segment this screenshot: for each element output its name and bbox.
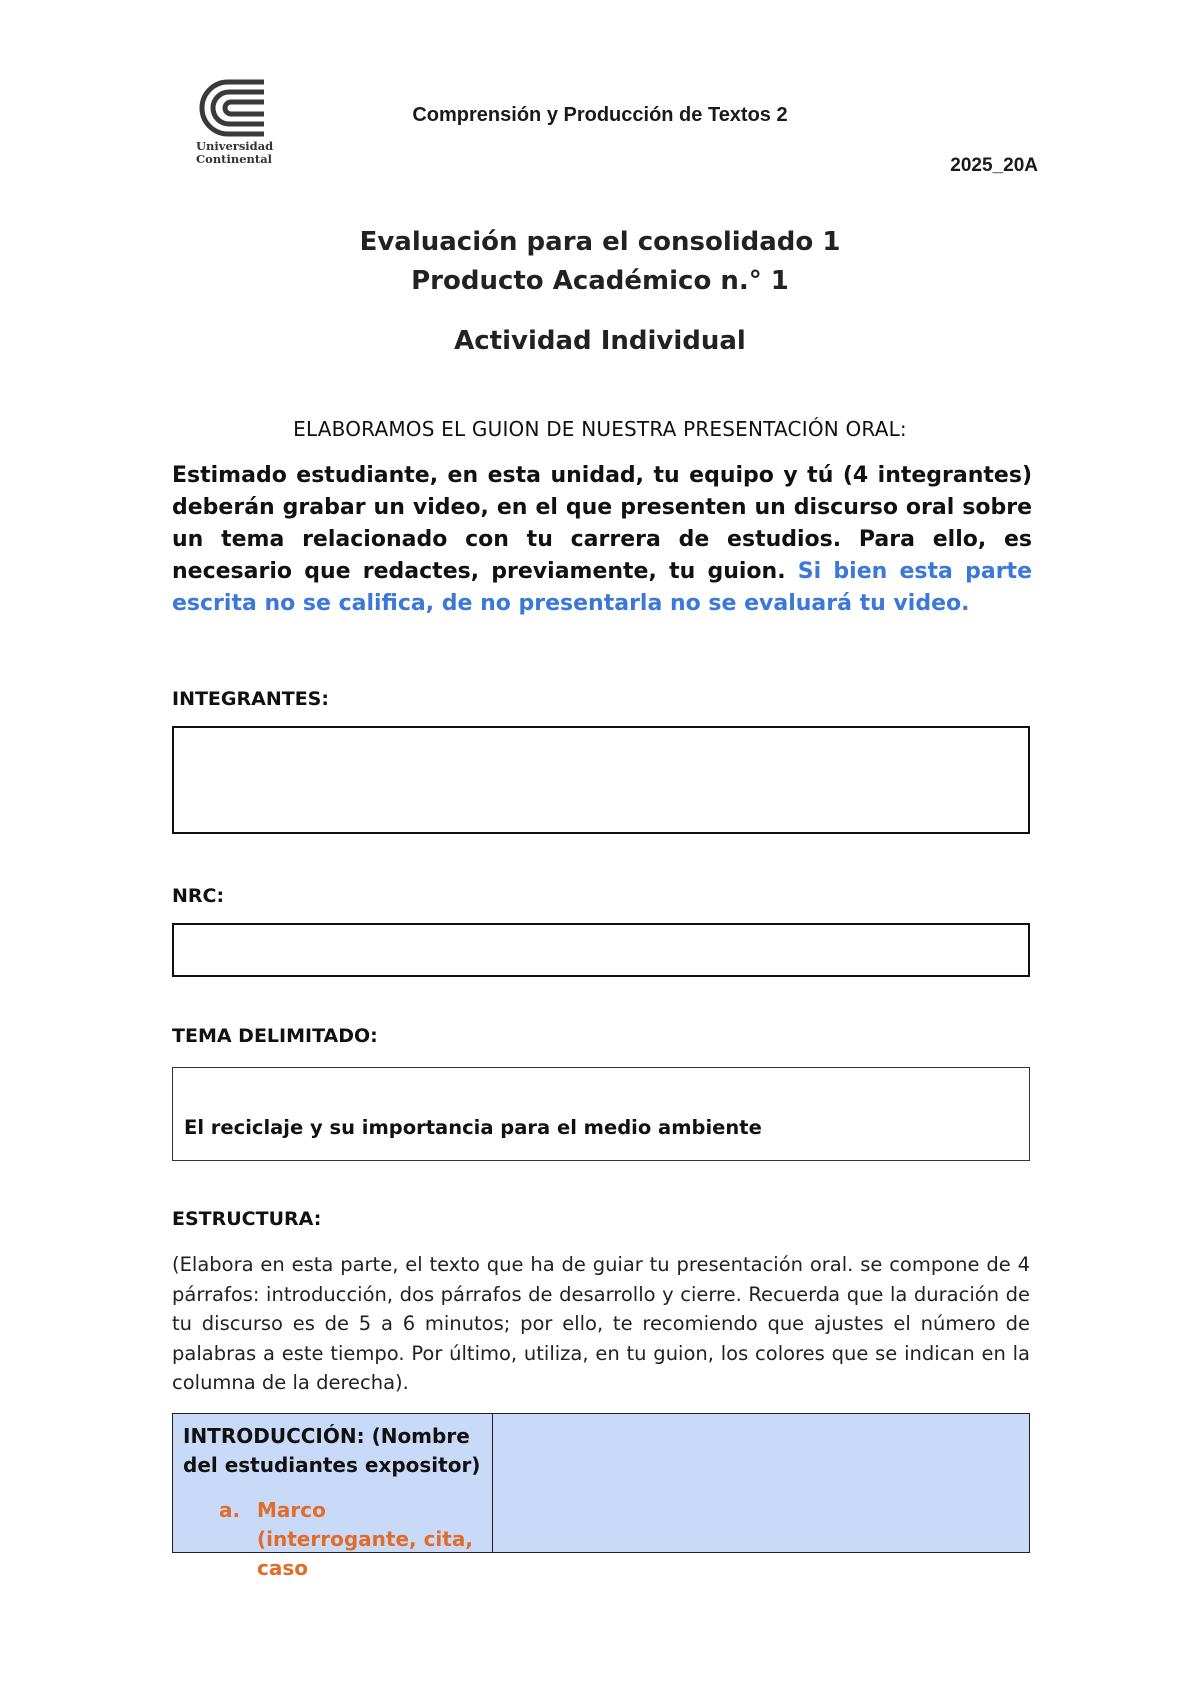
university-logo bbox=[194, 78, 284, 178]
section-subtitle: ELABORAMOS EL GUION DE NUESTRA PRESENTACIÓN ORAL: bbox=[293, 417, 907, 441]
list-marker: a. bbox=[219, 1498, 241, 1522]
structure-table bbox=[172, 1413, 1030, 1580]
table-row-label-cell bbox=[173, 1414, 493, 1580]
list-item bbox=[183, 1496, 482, 1583]
list-item-text: Marco (interrogante, cita, caso bbox=[257, 1498, 473, 1580]
evaluation-title: Evaluación para el consolidado 1 bbox=[359, 227, 841, 257]
intro-highlight: Si bien esta parte escrita no se califica, de no presentarla no se evaluará tu video. bbox=[172, 559, 1032, 616]
product-title: Producto Académico n.° 1 bbox=[411, 266, 789, 296]
intro-paragraph bbox=[172, 460, 1032, 620]
integrantes-field[interactable] bbox=[172, 726, 1030, 834]
tema-field[interactable] bbox=[172, 1067, 1030, 1161]
introduccion-heading: INTRODUCCIÓN: (Nombre del estudiantes expositor) bbox=[183, 1424, 481, 1477]
nrc-field[interactable] bbox=[172, 923, 1030, 977]
estructura-label: ESTRUCTURA: bbox=[172, 1208, 322, 1230]
course-title: Comprensión y Producción de Textos 2 bbox=[412, 104, 788, 126]
intro-text: Estimado estudiante, en esta unidad, tu equipo y tú (4 integrantes) deberán grabar un video, en el que presenten un discurso oral sobre un tema relacionado con tu carrera de estudios. Para ello, es necesario que redactes, previamente, tu guion. bbox=[172, 463, 1032, 584]
estructura-instructions: (Elabora en esta parte, el texto que ha de guiar tu presentación oral. se compone de 4 párrafos: introducción, dos párrafos de desarrollo y cierre. Recuerda que la duración de tu discurso es de 5 a 6 minutos; por ello, te recomiendo que ajustes el número de palabras a este tiempo. Por último, utiliza, en tu guion, los colores que se indican en la columna de la derecha). bbox=[172, 1253, 1030, 1394]
table-content-cell[interactable] bbox=[493, 1414, 1029, 1552]
integrantes-label: INTEGRANTES: bbox=[172, 688, 329, 710]
period-code: 2025_20A bbox=[950, 155, 1038, 176]
tema-value: El reciclaje y su importancia para el medio ambiente bbox=[184, 1116, 762, 1139]
activity-title: Actividad Individual bbox=[454, 326, 746, 356]
nrc-label: NRC: bbox=[172, 885, 225, 907]
logo-text: Universidad Continental bbox=[196, 139, 274, 166]
tema-label: TEMA DELIMITADO: bbox=[172, 1025, 378, 1047]
